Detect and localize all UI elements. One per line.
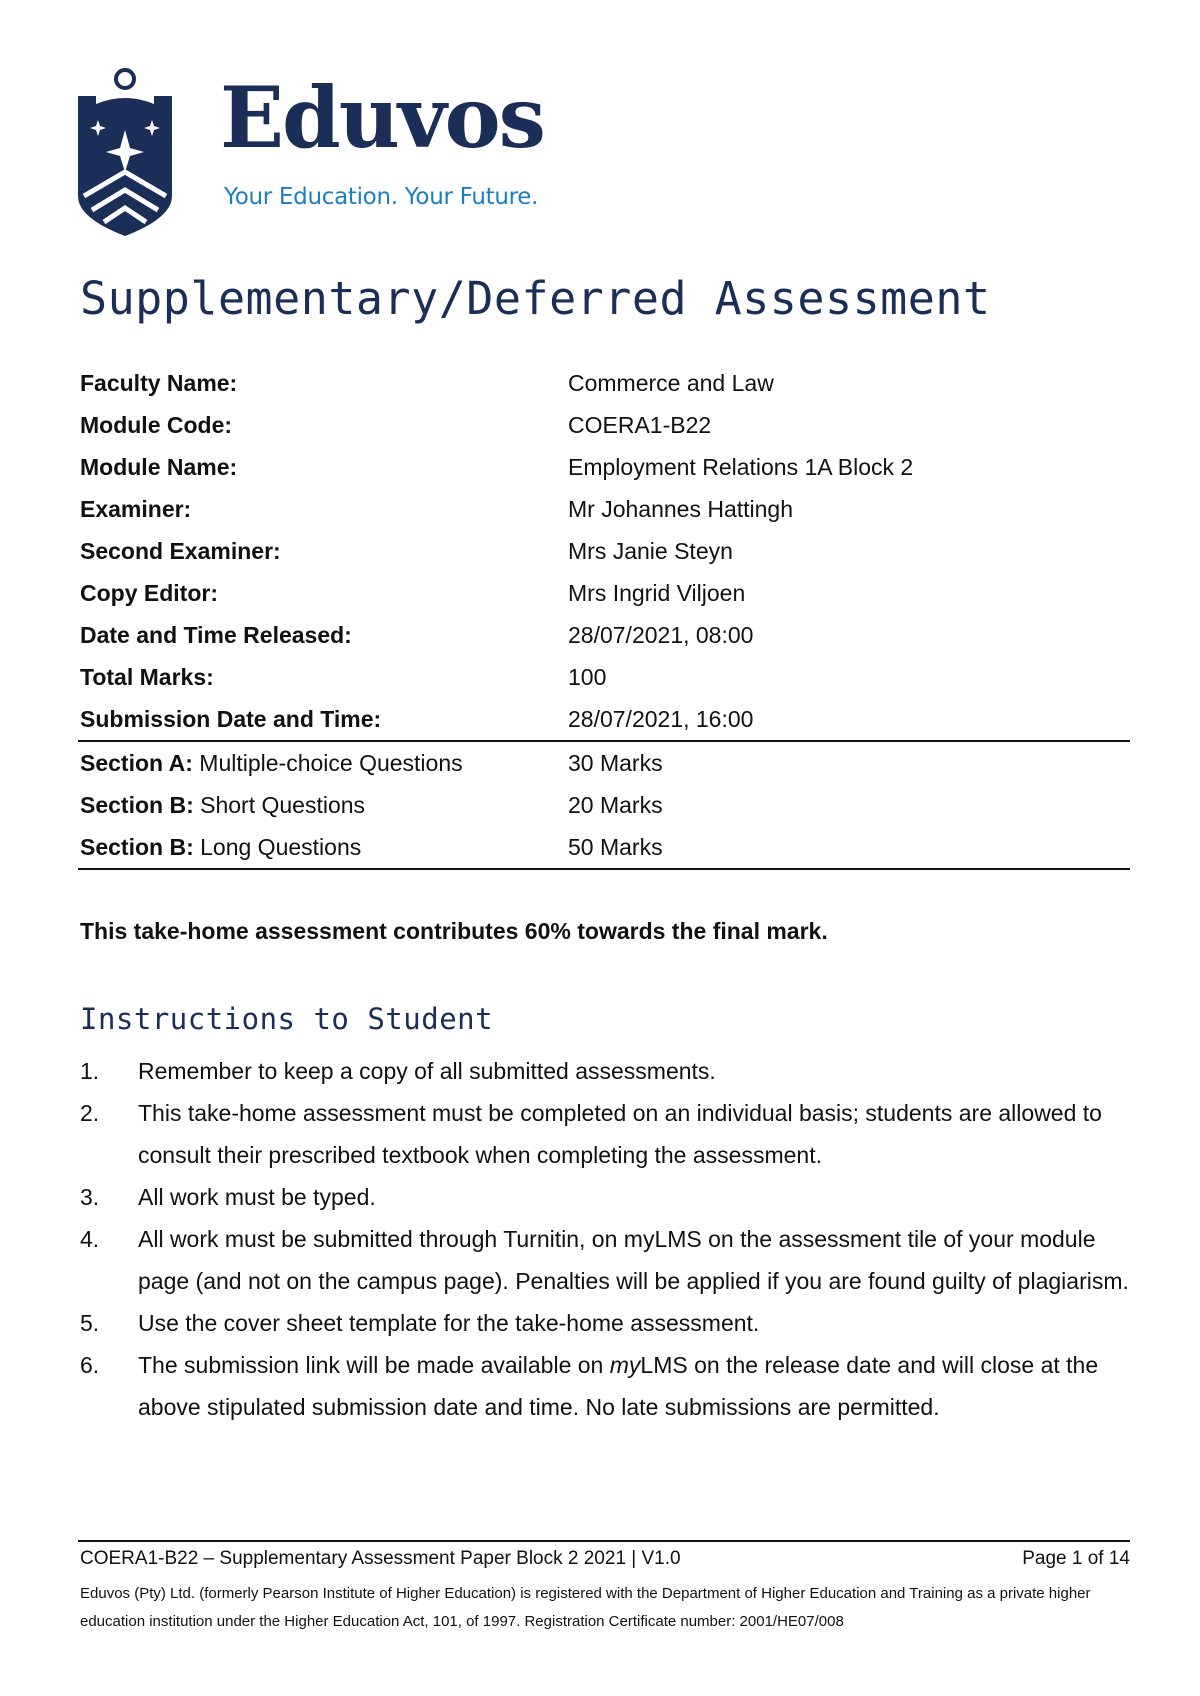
item-number: 1.: [80, 1058, 100, 1084]
detail-row-total-marks: [80, 656, 1130, 698]
eduvos-logo: [78, 68, 578, 258]
item-number: 4.: [80, 1226, 100, 1252]
brand-name: Eduvos: [220, 68, 544, 167]
section-desc: Multiple-choice Questions: [192, 750, 463, 776]
detail-label: Module Code:: [80, 412, 233, 438]
item-text: All work must be typed.: [138, 1184, 376, 1210]
detail-value: 28/07/2021, 08:00: [568, 622, 754, 648]
detail-label: Examiner:: [80, 496, 192, 522]
detail-value: Commerce and Law: [568, 370, 774, 396]
section-row: [80, 826, 1130, 868]
item-number: 5.: [80, 1310, 100, 1336]
detail-label: Copy Editor:: [80, 580, 218, 606]
section-desc: Short Questions: [193, 792, 366, 818]
footer-doc-ref: COERA1-B22 – Supplementary Assessment Paper Block 2 2021 | V1.0: [80, 1548, 681, 1569]
assessment-details: [80, 362, 1130, 740]
footer-registration: Eduvos (Pty) Ltd. (formerly Pearson Institute of Higher Education) is registered with the Department of Higher Education and Training as a private higher education institution under the Higher Education Act, 101, of 1997. Registration Certificate number: 2001/HE07/008: [80, 1585, 1091, 1630]
list-item: [80, 1344, 1130, 1428]
item-number: 3.: [80, 1184, 100, 1210]
detail-row-faculty: [80, 362, 1130, 404]
sections-table: [80, 742, 1130, 868]
footer-divider: [78, 1540, 1130, 1542]
item-text: The submission link will be made available on myLMS on the release date and will close at the above stipulated submission date and time. No late submissions are permitted.: [138, 1352, 1099, 1420]
item-text: Remember to keep a copy of all submitted assessments.: [138, 1058, 716, 1084]
section-marks: 30 Marks: [568, 750, 663, 776]
section-name: Section B:: [80, 792, 194, 818]
page-number: Page 1 of 14: [1022, 1548, 1130, 1569]
section-name: Section A:: [80, 750, 193, 776]
page-title: Supplementary/Deferred Assessment: [80, 272, 991, 325]
detail-label: Faculty Name:: [80, 370, 238, 396]
detail-row-module-code: [80, 404, 1130, 446]
detail-label: Second Examiner:: [80, 538, 281, 564]
detail-label: Date and Time Released:: [80, 622, 352, 648]
detail-value: Mr Johannes Hattingh: [568, 496, 794, 522]
section-desc: Long Questions: [193, 834, 362, 860]
list-item: [80, 1176, 1130, 1218]
instructions-list: [80, 1050, 1130, 1428]
list-item: [80, 1050, 1130, 1092]
my-italic: my: [609, 1352, 641, 1378]
item-text: Use the cover sheet template for the take-home assessment.: [138, 1310, 760, 1336]
contribution-note: This take-home assessment contributes 60% towards the final mark.: [80, 918, 828, 944]
detail-label: Module Name:: [80, 454, 238, 480]
list-item: [80, 1218, 1130, 1302]
detail-row-second-examiner: [80, 530, 1130, 572]
detail-value: Mrs Janie Steyn: [568, 538, 733, 564]
section-row: [80, 742, 1130, 784]
item-text: This take-home assessment must be completed on an individual basis; students are allowed to consult their prescribed textbook when completing the assessment.: [138, 1100, 1102, 1168]
detail-value: 28/07/2021, 16:00: [568, 706, 754, 732]
detail-value: Mrs Ingrid Viljoen: [568, 580, 746, 606]
detail-row-module-name: [80, 446, 1130, 488]
shield-crest-icon: [78, 68, 178, 258]
section-marks: 50 Marks: [568, 834, 663, 860]
section-marks: 20 Marks: [568, 792, 663, 818]
detail-row-copy-editor: [80, 572, 1130, 614]
item-number: 6.: [80, 1352, 100, 1378]
list-item: [80, 1302, 1130, 1344]
detail-value: Employment Relations 1A Block 2: [568, 454, 914, 480]
detail-value: 100: [568, 664, 607, 690]
section-row: [80, 784, 1130, 826]
instructions-heading: Instructions to Student: [80, 1002, 494, 1036]
detail-row-released: [80, 614, 1130, 656]
brand-tagline: Your Education. Your Future.: [224, 184, 539, 210]
detail-label: Total Marks:: [80, 664, 214, 690]
section-name: Section B:: [80, 834, 194, 860]
footer-line: [80, 1545, 1130, 1573]
item-text: All work must be submitted through Turnitin, on myLMS on the assessment tile of your module page (and not on the campus page). Penalties will be applied if you are found guilty of plagiarism.: [138, 1226, 1129, 1294]
item-number: 2.: [80, 1100, 100, 1126]
detail-row-submission: [80, 698, 1130, 740]
detail-value: COERA1-B22: [568, 412, 712, 438]
list-item: [80, 1092, 1130, 1176]
detail-row-examiner: [80, 488, 1130, 530]
divider: [78, 868, 1130, 870]
detail-label: Submission Date and Time:: [80, 706, 382, 732]
